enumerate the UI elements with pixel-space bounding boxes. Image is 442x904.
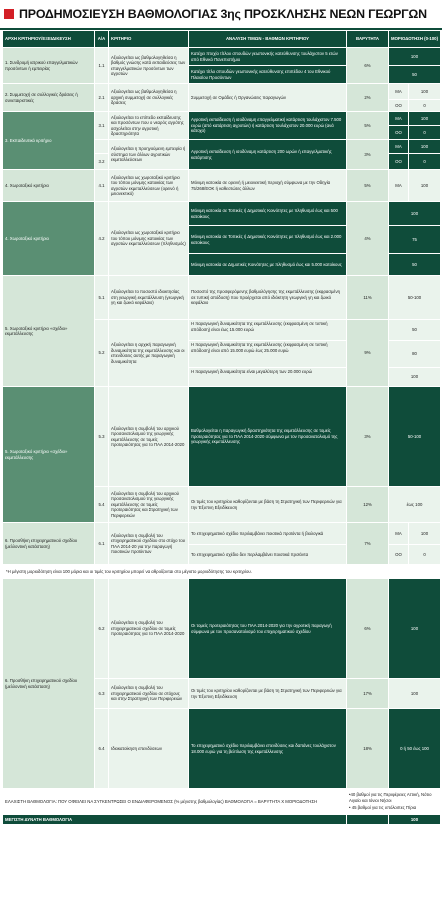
value-5-2-b: Η παραγωγική δυναμικότητα της εκμετάλλευσης (εκφρασμένη σε τυπική απόδοση) είναι από 15.000 ευρώ έως 25.000 ευρώ [189, 341, 346, 368]
weight-2-1: 2% [347, 84, 389, 112]
max-score-spacer [347, 815, 389, 825]
aa-6-4: 6.4 [95, 709, 109, 789]
criterion-6-3: Αξιολογείται η συμβολή του επιχειρηματικού σχεδίου σε στόχους και στην Στρατηγική των Περιφερειών [109, 679, 189, 709]
score-6-4: 0 ή 50 έως 100 [389, 709, 441, 789]
aa-6-2: 6.2 [95, 579, 109, 679]
weight-5-2: 9% [347, 320, 389, 387]
score-1-1-a: 100 [389, 48, 441, 66]
score-2-1-b: 0 [409, 100, 441, 112]
main-criterion-4b: 4. Χωροταξικό κριτήριο [3, 202, 95, 276]
header-aa: Α/Α [95, 31, 109, 48]
footer-threshold-b: • 45 βαθμοί για τις υπόλοιπες Π/ρια [349, 805, 417, 811]
mu-label: ΜΑ [389, 84, 409, 100]
header-score: ΜΟΡΙΟΔΟΤΗΣΗ (0-100) [389, 31, 441, 48]
table-row [3, 48, 441, 66]
value-5-2-c: Η παραγωγική δυναμικότητα είναι μεγαλύτερη των 20.000 ευρώ [191, 369, 313, 374]
score-5-2-a: 50 [389, 320, 440, 341]
dash-label: ΟΟ [389, 545, 409, 565]
mu-label: ΜΑ [389, 140, 409, 154]
weight-5-1: 11% [347, 276, 389, 320]
score-4-2-b: 75 [389, 226, 441, 254]
mu-label: ΜΑ [389, 112, 409, 126]
table-row [3, 84, 441, 100]
score-4-2-c: 50 [389, 254, 441, 276]
table-row [3, 523, 441, 545]
score-3-2-a: 100 [409, 140, 441, 154]
value-5-3: Βαθμολογείται η παραγωγική δραστηριότητα της εκμετάλλευσης σε τομείς προτεραιότητας για το ΠΑΑ 2014-2020 σύμφωνα με τον προσανατολισμό της γεωργικής εκμετάλλευσης [189, 387, 347, 487]
footnote: *Η μέγιστη μοριοδότηση είναι 100 μόρια και οι τιμές του κριτηρίου μπορεί να αθροίζονται στο μέγιστο μοριοδότησης του κριτηρίου. [3, 565, 441, 579]
main-criterion-2: 2. Συμμετοχή σε συλλογικές δράσεις ή συνεταιριστικές [3, 84, 95, 112]
header-criterion: ΚΡΙΤΗΡΙΟ [109, 31, 189, 48]
value-6-3: Οι τιμές του κριτηρίου καθορίζονται με βάση τη Στρατηγική των Περιφερειών για την Έξυπνη Εξειδίκευση [189, 679, 347, 709]
aa-3-1: 3.1 [95, 112, 109, 140]
footer-thresholds [347, 789, 441, 815]
criterion-2-1: Αξιολογείται ως βαθμολογηθείσα η αρχική συμμετοχή σε συλλογικές δράσεις [109, 84, 189, 112]
value-6-1-b: Το επιχειρηματικό σχέδιο δεν περιλαμβάνει ποιοτικά προϊόντα [189, 545, 347, 565]
score-5-1: 50-100 [389, 276, 441, 320]
title-marker [4, 9, 14, 19]
criterion-4-1: Αξιολογείται ως χωροταξικό κριτήριο του τόπου μόνιμης κατοικίας των αγροτών εκμεταλλεύσεων (ορεινό ή μειονεκτικό) [109, 170, 189, 202]
weight-6-3: 17% [347, 679, 389, 709]
criterion-6-2: Αξιολογείται η συμβολή του επιχειρηματικού σχεδίου σε τομείς προτεραιότητας για το ΠΑΑ 2014-2020 [109, 579, 189, 679]
criterion-3-1: Αξιολογείται το επίπεδο εκπαίδευσης και προσόντων που ο νεαρός αγρότης ασχολείται στην αγροτική δραστηριότητα [109, 112, 189, 140]
value-1-1-a: Κατέχει πτυχίο τίτλου σπουδών γεωπονικής κατεύθυνσης τουλάχιστον 5 ετών από Εθνικό Πανεπιστήμιο [189, 48, 347, 66]
value-6-2: Οι τομείς προτεραιότητας του ΠΑΑ 2014-2020 για την αγροτική παραγωγή σύμφωνα με τον προσανατολισμό του επιχειρηματικού σχεδίου [189, 579, 347, 679]
aa-3-1-cont [95, 140, 109, 154]
footer-row [3, 789, 441, 815]
aa-4-2: 4.2 [95, 202, 109, 276]
aa-5-4: 5.4 [95, 487, 109, 523]
criterion-4-2: Αξιολογείται ως χωροταξικό κριτήριο του τόπου μόνιμης κατοικίας των αγροτών εκμεταλλεύσεων (πληθυσμός) [109, 202, 189, 276]
weight-4-1: 5% [347, 170, 389, 202]
table-row [3, 579, 441, 679]
page-title: ΠΡΟΔΗΜΟΣΙΕΥΣΗ ΒΑΘΜΟΛΟΓΙΑΣ 3ης ΠΡΟΣΚΛΗΣΗΣ ΝΕΩΝ ΓΕΩΡΓΩΝ [19, 7, 427, 21]
weight-5-3: 3% [347, 387, 389, 487]
footer-minimum-note: ΕΛΑΧΙΣΤΗ ΒΑΘΜΟΛΟΓΙΑ: ΠΟΥ ΟΦΕΙΛΕΙ ΝΑ ΣΥΓΚΕΝΤΡΩΣΕΙ Ο ΕΝΔΙΑΦΕΡΟΜΕΝΟΣ (% μέγιστης βαθμολογίας) ΒΑΘΜΟΛΟΓΙΑ = ΒΑΡΥΤΗΤΑ Χ ΜΟΡΙΟΔΟΤΗΣΗ [3, 789, 347, 815]
value-5-4: Οι τιμές του κριτηρίου καθορίζονται με βάση τη Στρατηγική των Περιφερειών για την Έξυπνη Εξειδίκευση [189, 487, 347, 523]
score-5-2-c: 100 [410, 374, 419, 379]
max-score-row [3, 815, 441, 825]
value-3-2: Αγροτική εκπαίδευση ή ισοδύναμη κατάρτιση 200 ωρών ή επαγγελματικής κατάρτισης [189, 140, 347, 170]
mu-label: ΜΑ [389, 170, 409, 202]
value-6-4: Το επιχειρηματικό σχέδιο περιλαμβάνει επενδύσεις και δαπάνες τουλάχιστον 18.000 ευρώ για τη βελτίωση της εκμετάλλευσης [189, 709, 347, 789]
value-3-1: Αγροτική εκπαίδευση ή ισοδύναμη επαγγελματική κατάρτιση τουλάχιστον 7.500 ευρώ (από κατάρτιση αγροτών) ή κατάρτιση τουλάχιστον 20.000 ευρώ (ανά κάτοχο) [189, 112, 347, 140]
weight-4-2: 4% [347, 202, 389, 276]
criterion-1-1: Αξιολογείται ως βαθμολογηθείσα η βαθμός γνώσης κατά εκπαιδεύσεις των επαγγελματικών προσόντων των αγροτών [109, 48, 189, 84]
max-score-label: ΜΕΓΙΣΤΗ ΔΥΝΑΤΗ ΒΑΘΜΟΛΟΓΙΑ [3, 815, 347, 825]
score-6-1-a: 100 [409, 523, 441, 545]
value-5-1: Ποσοστό της προσφερόμενης βαθμολόγησης της εκμετάλλευσης (εκφρασμένη σε τυπική απόδοση) που προέρχεται από ιδιόκτητη γεωργική γη και ζωικό κεφάλαιο [189, 276, 347, 320]
header-row [3, 31, 441, 48]
header-main-criterion: ΑΡΧΗ ΚΡΙΤΗΡΙΟΥ/ΕΞΕΙΔΙΚΕΥΣΗ [3, 31, 95, 48]
table-row [3, 202, 441, 226]
main-criterion-6a: 6. Προσθήκη επιχειρηματικού σχεδίου (μελλοντική κατάσταση) [3, 523, 95, 565]
table-row [3, 170, 441, 202]
score-4-1: 100 [409, 170, 441, 202]
value-5-2-a: Η παραγωγική δυναμικότητα της εκμετάλλευσης (εκφρασμένη σε τυπική απόδοση) είναι έως 15.000 ευρώ [189, 320, 346, 341]
aa-6-3: 6.3 [95, 679, 109, 709]
aa-3-2: 3.2 [95, 154, 109, 170]
aa-6-1: 6.1 [95, 523, 109, 565]
footer-threshold-a: •40 βαθμοί για τις Περιφέρειες Αττική, Νότιο Αιγαίο και Ιόνιοι Νήσοι [349, 792, 432, 803]
weight-3-2: 3% [347, 140, 389, 170]
score-6-1-b: 0 [409, 545, 441, 565]
score-3-1-b: 0 [409, 126, 441, 140]
criterion-5-3: Αξιολογείται η συμβολή του αρχικού προσανατολισμού της γεωργικής εκμετάλλευσης σε τομείς προτεραιότητας για το ΠΑΑ 2014-2020 [109, 387, 189, 487]
value-5-2-group [189, 320, 347, 387]
title-bar [0, 0, 442, 30]
criterion-5-1: Αξιολογείται το ποσοστό ιδιοκτησίας στη γεωργική εκμετάλλευση (γεωργική γη και ζωικό κεφάλαιο) [109, 276, 189, 320]
weight-6-2: 6% [347, 579, 389, 679]
aa-1-1: 1.1 [95, 48, 109, 84]
value-2-1: Συμμετοχή σε Ομάδες ή Οργανώσεις παραγωγών [189, 84, 347, 112]
criterion-6-1: Αξιολογείται η συμβολή του επιχειρηματικού σχεδίου στο στόχο του ΠΑΑ 2014-20 για την παραγωγή ποιοτικών προϊόντων [109, 523, 189, 565]
table-row [3, 387, 441, 487]
score-4-2-a: 100 [389, 202, 441, 226]
criterion-3-2: Αξιολογείται η προηγούμενη εμπειρία ή σύστημα των άλλων αγροτικών εκμεταλλεύσεων [109, 140, 189, 170]
main-criterion-3: 3. Εκπαιδευτικό κριτήριο [3, 112, 95, 170]
value-6-1-a: Το επιχειρηματικό σχέδιο περιλαμβάνει ποιοτικά προϊόντα ή βιολογικά [189, 523, 347, 545]
value-4-2-b: Μόνιμη κατοικία σε Τοπικές ή Δημοτικές Κοινότητες με πληθυσμό έως και 2.000 κατοίκους [189, 226, 347, 254]
main-criterion-4a: 4. Χωροταξικό κριτήριο [3, 170, 95, 202]
score-5-2-group [389, 320, 441, 387]
aa-2-1: 2.1 [95, 84, 109, 112]
score-2-1-a: 100 [409, 84, 441, 100]
main-criterion-5: 5. Χωροταξικό κριτήριο «σχέδιο» εκμετάλλευσης [3, 276, 95, 387]
weight-1-1: 6% [347, 48, 389, 84]
score-3-1-a: 100 [409, 112, 441, 126]
aa-5-2: 5.2 [95, 320, 109, 387]
table-row [3, 112, 441, 126]
criterion-5-2: Αξιολογείται η αρχική παραγωγική δυναμικότητα της εκμετάλλευσης και οι επενδύσεις αυτής με παραγωγική δυναμικότητα [109, 320, 189, 387]
dash-label: ΟΟ [389, 154, 409, 170]
aa-4-1: 4.1 [95, 170, 109, 202]
criterion-5-4: Αξιολογείται η συμβολή του αρχικού προσανατολισμού της γεωργικής εκμετάλλευσης σε τομείς προτεραιότητας και Στρατηγική των Περιφερειών [109, 487, 189, 523]
score-1-1-b: 50 [389, 66, 441, 84]
header-weight: ΒΑΡΥΤΗΤΑ [347, 31, 389, 48]
value-4-2-c: Μόνιμη κατοικία σε Δημοτικές Κοινότητες με πληθυσμό έως και 5.000 κατοίκους [189, 254, 347, 276]
aa-5-3: 5.3 [95, 387, 109, 487]
weight-6-1: 7% [347, 523, 389, 565]
value-4-2-a: Μόνιμη κατοικία σε Τοπικές ή Δημοτικές Κοινότητες με πληθυσμό έως και 500 κατοίκους [189, 202, 347, 226]
value-4-1: Μόνιμη κατοικία σε ορεινή ή μειονεκτική περιοχή σύμφωνα με την Οδηγία 75/268/ΕΟΚ ή καθεστώτες άλλων [189, 170, 347, 202]
score-6-2: 100 [389, 579, 441, 679]
main-criterion-1: 1. Συνδρομή ιατρικού επαγγελματικών προσόντων ή εμπειρίας [3, 48, 95, 84]
score-6-3: 100 [389, 679, 441, 709]
value-1-1-b: Κατέχει τίτλο σπουδών γεωπονικής κατεύθυνσης επιπέδου 4 του Εθνικού Πλαισίου Προσόντων [189, 66, 347, 84]
aa-5-1: 5.1 [95, 276, 109, 320]
weight-3-1: 5% [347, 112, 389, 140]
dash-label: ΟΟ [389, 126, 409, 140]
score-5-4: έως 100 [389, 487, 441, 523]
header-values: ΑΝΑΛΥΣΗ ΤΙΜΩΝ - ΒΑΘΜΩΝ ΚΡΙΤΗΡΙΟΥ [189, 31, 347, 48]
table-row [3, 565, 441, 579]
mu-label: ΜΑ [389, 523, 409, 545]
score-3-2-b: 0 [409, 154, 441, 170]
max-score-value: 100 [389, 815, 441, 825]
scoring-table [2, 30, 441, 825]
main-criterion-6b: 6. Προσθήκη επιχειρηματικού σχεδίου (μελλοντική κατάσταση) [3, 579, 95, 789]
criterion-6-4: Ιδιοκατοίκηση επενδύσεων [109, 709, 189, 789]
weight-5-4: 12% [347, 487, 389, 523]
score-5-2-b: 80 [389, 341, 440, 368]
table-row [3, 276, 441, 320]
weight-6-4: 18% [347, 709, 389, 789]
dash-label: ΟΟ [389, 100, 409, 112]
score-5-3: 50-100 [389, 387, 441, 487]
main-criterion-5-cont: 5. Χωροταξικό κριτήριο «σχέδιο» εκμετάλλευσης [3, 387, 95, 523]
